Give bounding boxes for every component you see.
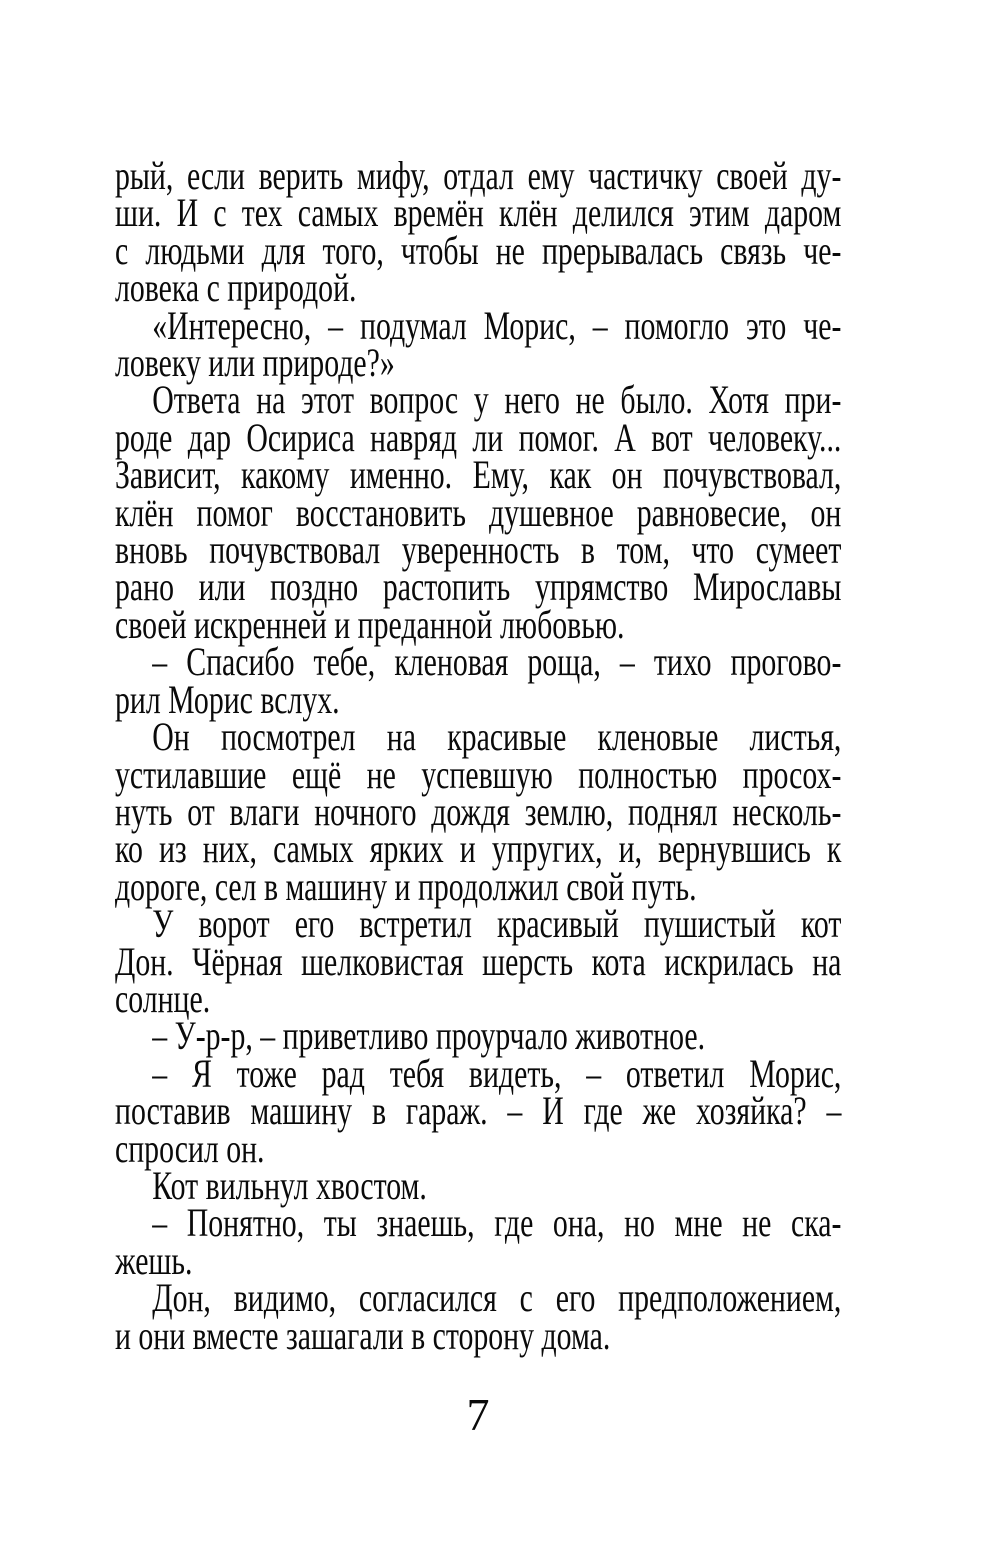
- page-number: 7: [466, 1389, 490, 1440]
- text-block: [115, 153, 842, 1358]
- text-line: нуть от влаги ночного дождя землю, поднял несколь-: [115, 788, 842, 834]
- text-line: своей искренней и преданной любовью.: [115, 601, 625, 647]
- text-line: ловеку или природе?»: [115, 340, 395, 386]
- text-line: Зависит, какому именно. Ему, как он почувствовал,: [115, 452, 842, 498]
- text-line: вновь почувствовал уверенность в том, что сумеет: [115, 527, 842, 573]
- text-line: клён помог восстановить душевное равновесие, он: [115, 489, 842, 535]
- text-line: – У-р-р, – приветливо проурчало животное.: [152, 1013, 706, 1059]
- text-line: поставив машину в гараж. – И где же хозяйка? –: [115, 1088, 842, 1134]
- text-line: Дон. Чёрная шелковистая шерсть кота искрилась на: [115, 938, 842, 984]
- text-line: – Я тоже рад тебя видеть, – ответил Морис,: [152, 1050, 842, 1096]
- text-line: – Понятно, ты знаешь, где она, но мне не ска-: [152, 1200, 842, 1246]
- text-line: «Интересно, – подумал Морис, – помогло это че-: [152, 302, 842, 348]
- text-line: спросил он.: [115, 1125, 265, 1171]
- text-line: – Спасибо тебе, кленовая роща, – тихо прогово-: [152, 639, 842, 685]
- text-line: ши. И с тех самых времён клён делился этим даром: [115, 190, 842, 236]
- text-line: У ворот его встретил красивый пушистый кот: [152, 901, 842, 947]
- text-line: ловека с природой.: [115, 265, 357, 311]
- text-line: роде дар Осириса навряд ли помог. А вот человеку...: [115, 414, 842, 460]
- text-line: с людьми для того, чтобы не прерывалась связь че-: [115, 227, 842, 273]
- text-line: Ответа на этот вопрос у него не было. Хотя при-: [152, 377, 842, 423]
- text-line: жешь.: [115, 1237, 193, 1283]
- text-line: Дон, видимо, согласился с его предположением,: [152, 1275, 842, 1321]
- text-line: рил Морис вслух.: [115, 676, 340, 722]
- text-line: дороге, сел в машину и продолжил свой путь.: [115, 863, 697, 909]
- text-line: устилавшие ещё не успевшую полностью просох-: [115, 751, 842, 797]
- text-line: рано или поздно растопить упрямство Мирославы: [115, 564, 842, 610]
- text-line: Он посмотрел на красивые кленовые листья,: [152, 714, 842, 760]
- text-line: ко из них, самых ярких и упругих, и, вернувшись к: [115, 826, 842, 872]
- text-line: Кот вильнул хвостом.: [152, 1162, 427, 1208]
- text-line: солнце.: [115, 975, 211, 1021]
- text-line: рый, если верить мифу, отдал ему частичку своей ду-: [115, 153, 842, 198]
- text-line: и они вместе зашагали в сторону дома.: [115, 1312, 611, 1358]
